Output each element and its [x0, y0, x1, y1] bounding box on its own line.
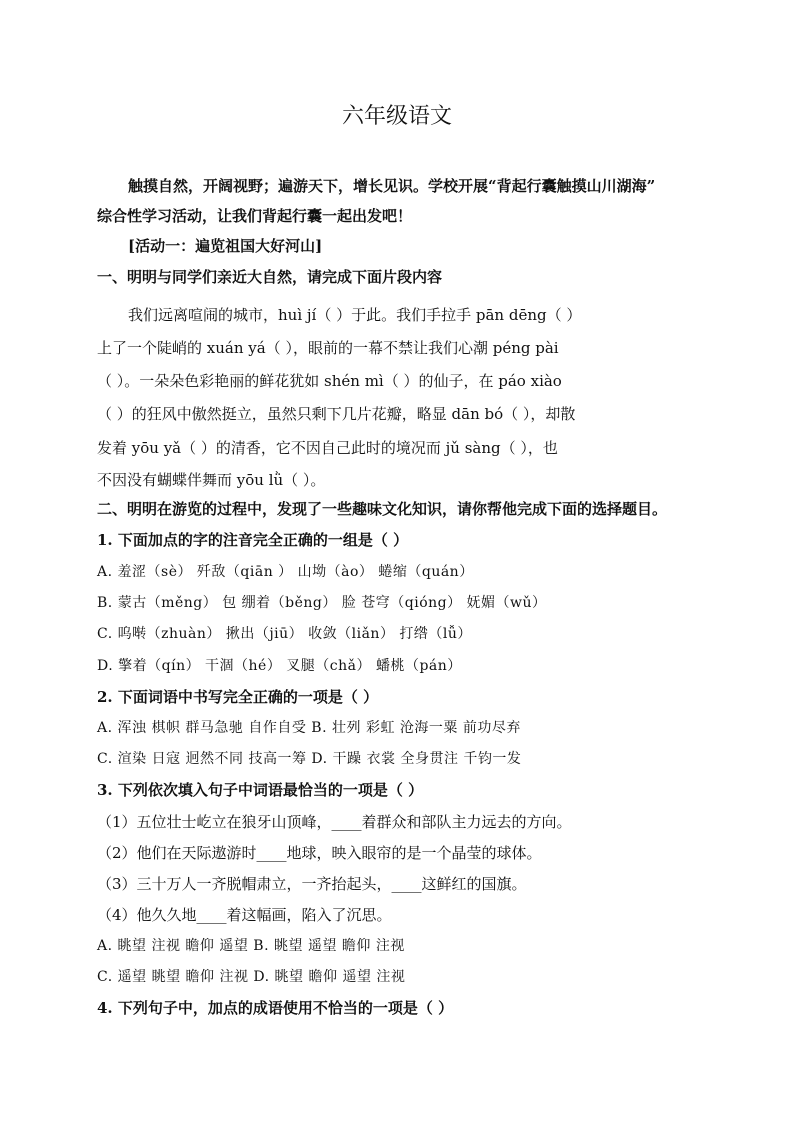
q2-options-cd: C. 渲染 日寇 迥然不同 技高一筹 D. 干躁 衣裳 全身贯注 千钧一发	[97, 751, 522, 767]
q1-stem: 1. 下面加点的字的注音完全正确的一组是（ ）	[97, 531, 409, 549]
section1-heading: 一、明明与同学们亲近大自然，请完成下面片段内容	[97, 268, 443, 286]
passage-line-6: 不因没有蝴蝶伴舞而 yōu lǜ（ ）。	[97, 471, 326, 489]
passage-line-3: （ ）。一朵朵色彩艳丽的鲜花犹如 shén mì（ ）的仙子，在 páo xiào	[97, 372, 562, 390]
q2-options-ab: A. 浑浊 棋帜 群马急驰 自作自受 B. 壮列 彩虹 沧海一粟 前功尽弃	[97, 720, 521, 736]
q4-stem: 4. 下列句子中，加点的成语使用不恰当的一项是（ ）	[97, 999, 454, 1017]
section2-heading: 二、明明在游览的过程中，发现了一些趣味文化知识，请你帮他完成下面的选择题目。	[97, 500, 668, 518]
page-title: 六年级语文	[341, 104, 452, 129]
intro-line-1: 触摸自然，开阔视野；遍游天下，增长见识。学校开展“背起行囊触摸山川湖海”	[128, 177, 656, 195]
passage-line-5: 发着 yōu yǎ（ ）的清香，它不因自己此时的境况而 jǔ sàng（ ），也	[97, 439, 558, 457]
passage-line-2: 上了一个陡峭的 xuán yá（ ），眼前的一幕不禁让我们心潮 péng pài	[97, 339, 559, 357]
q3-sentence-3: （3）三十万人一齐脱帽肃立，一齐抬起头，____这鲜红的国旗。	[97, 875, 527, 893]
q3-sentence-2: （2）他们在天际遨游时____地球，映入眼帘的是一个晶莹的球体。	[97, 844, 542, 862]
q3-options-cd: C. 遥望 眺望 瞻仰 注视 D. 眺望 瞻仰 遥望 注视	[97, 969, 406, 985]
q3-sentence-1: （1）五位壮士屹立在狼牙山顶峰，____着群众和部队主力远去的方向。	[97, 813, 572, 831]
q3-options-ab: A. 眺望 注视 瞻仰 遥望 B. 眺望 遥望 瞻仰 注视	[97, 938, 405, 954]
q2-stem: 2. 下面词语中书写完全正确的一项是（ ）	[97, 688, 379, 706]
q1-option-c: C. 呜啭（zhuàn） 揪出（jiū） 收敛（liǎn） 打绺（lǚ）	[97, 626, 472, 642]
activity-heading: [活动一：遍览祖国大好河山]	[128, 237, 323, 255]
q1-option-d: D. 擎着（qín） 干涸（hé） 叉腿（chǎ） 蟠桃（pán）	[97, 658, 462, 674]
passage-line-1: 我们远离喧闹的城市，huì jí（ ）于此。我们手拉手 pān dēng（ ）	[128, 306, 582, 324]
passage-line-4: （ ）的狂风中傲然挺立，虽然只剩下几片花瓣，略显 dān bó（ ），却散	[97, 405, 576, 423]
q3-sentence-4: （4）他久久地____着这幅画，陷入了沉思。	[97, 906, 392, 924]
q1-option-b: B. 蒙古（měng） 包 绷着（běng） 脸 苍穹（qióng） 妩媚（wǔ）	[97, 595, 547, 611]
q3-stem: 3. 下列依次填入句子中词语最恰当的一项是（ ）	[97, 781, 424, 799]
q1-option-a: A. 羞涩（sè） 歼敌（qiān ） 山坳（ào） 蜷缩（quán）	[97, 564, 474, 580]
intro-line-2: 综合性学习活动，让我们背起行囊一起出发吧！	[97, 207, 413, 225]
